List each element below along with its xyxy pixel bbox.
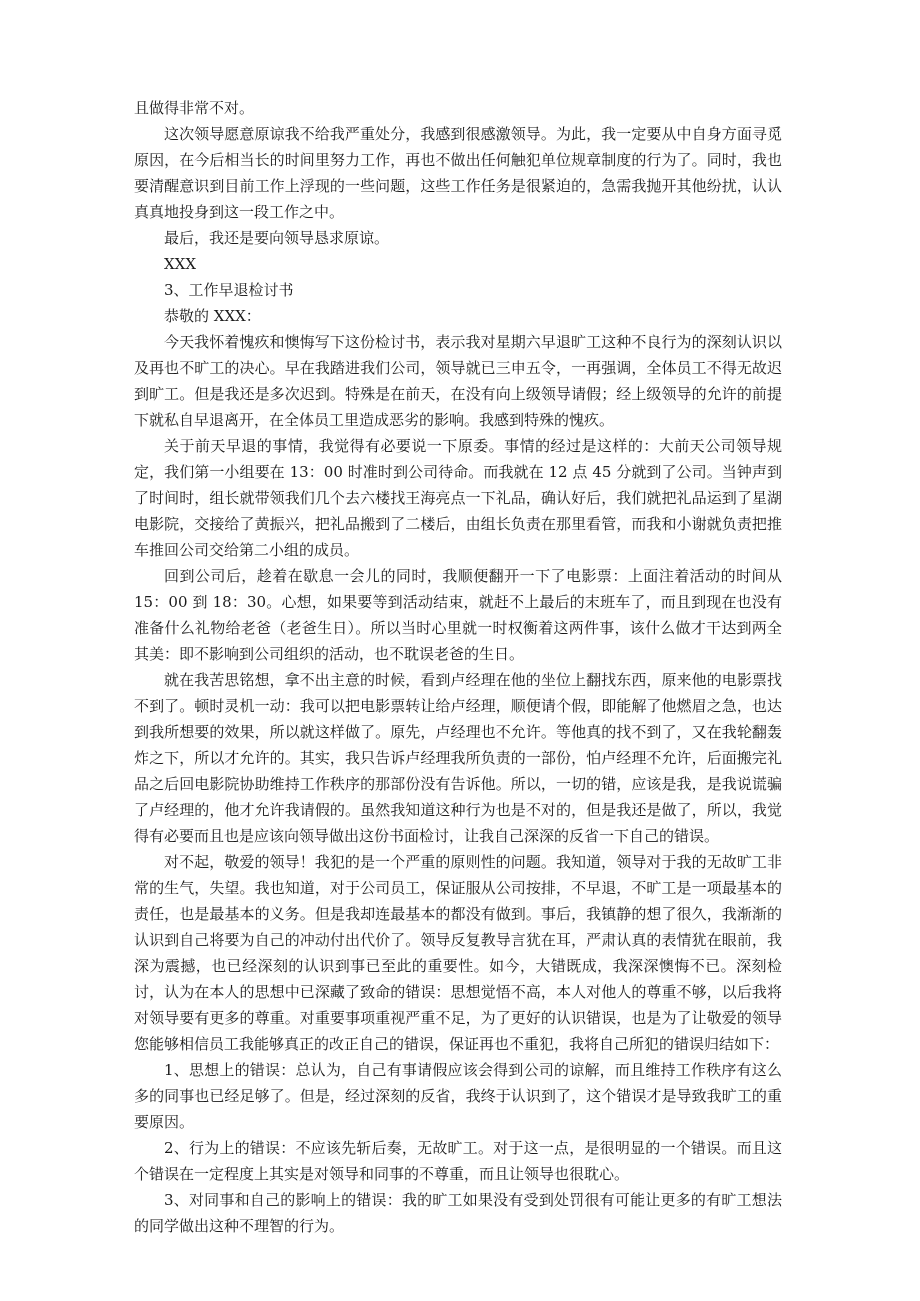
document-body <box>134 95 782 1239</box>
paragraph: 且做得非常不对。 <box>134 99 255 117</box>
paragraph: 这次领导愿意原谅我不给我严重处分，我感到很感激领导。为此，我一定要从中自身方面寻觅原因，在今后相当长的时间里努力工作，再也不做出任何触犯单位规章制度的行为了。同时，我也要清醒意识到目前工作上浮现的一些问题，这些工作任务是很紧迫的，急需我抛开其他纷扰，认认真真地投身到这一段工作之中。 <box>134 125 782 221</box>
list-item: 3、对同事和自己的影响上的错误：我的旷工如果没有受到处罚很有可能让更多的有旷工想法的同学做出这种不理智的行为。 <box>134 1191 782 1235</box>
paragraph: 回到公司后，趁着在歇息一会儿的同时，我顺便翻开一下了电影票：上面注着活动的时间从 15：00 到 18：30。心想，如果要等到活动结束，就赶不上最后的末班车了，而且到现在也没有准备什么礼物给老爸（老爸生日）。所以当时心里就一时权衡着这两件事，该什么做才干达到两全其美：即不影响到公司组织的活动，也不耽误老爸的生日。 <box>134 567 782 663</box>
list-item: 2、行为上的错误：不应该先斩后奏，无故旷工。对于这一点，是很明显的一个错误。而且这个错误在一定程度上其实是对领导和同事的不尊重，而且让领导也很耽心。 <box>134 1139 782 1183</box>
paragraph: 就在我苦思铭想，拿不出主意的时候，看到卢经理在他的坐位上翻找东西，原来他的电影票找不到了。顿时灵机一动：我可以把电影票转让给卢经理，顺便请个假，即能解了他燃眉之急，也达到我所想要的效果，所以就这样做了。原先，卢经理也不允许。等他真的找不到了，又在我轮翻轰炸之下，所以才允许的。其实，我只告诉卢经理我所负责的一部份，怕卢经理不允许，后面搬完礼品之后回电影院协助维持工作秩序的那部份没有告诉他。所以，一切的错，应该是我，是我说谎骗了卢经理的，他才允许我请假的。虽然我知道这种行为也是不对的，但是我还是做了，所以，我觉得有必要而且也是应该向领导做出这份书面检讨，让我自己深深的反省一下自己的错误。 <box>134 671 782 845</box>
paragraph: 最后，我还是要向领导恳求原谅。 <box>164 229 390 247</box>
signature-line: XXX <box>164 255 197 273</box>
list-item: 1、思想上的错误：总认为，自己有事请假应该会得到公司的谅解，而且维持工作秩序有这么多的同事也已经足够了。但是，经过深刻的反省，我终于认识到了，这个错误才是导致我旷工的重要原因。 <box>134 1061 782 1131</box>
paragraph: 对不起，敬爱的领导！我犯的是一个严重的原则性的问题。我知道，领导对于我的无故旷工非常的生气，失望。我也知道，对于公司员工，保证服从公司按排，不早退，不旷工是一项最基本的责任，也是最基本的义务。但是我却连最基本的都没有做到。事后，我镇静的想了很久，我渐渐的认识到自己将要为自己的冲动付出代价了。领导反复教导言犹在耳，严肃认真的表情犹在眼前，我深为震撼，也已经深刻的认识到事已至此的重要性。如今，大错既成，我深深懊悔不已。深刻检讨，认为在本人的思想中已深藏了致命的错误：思想觉悟不高，本人对他人的尊重不够，以后我将对领导要有更多的尊重。对重要事项重视严重不足，为了更好的认识错误，也是为了让敬爱的领导您能够相信员工我能够真正的改正自己的错误，保证再也不重犯，我将自己所犯的错误归结如下： <box>134 853 782 1053</box>
section-heading: 3、工作早退检讨书 <box>164 281 294 299</box>
paragraph: 关于前天早退的事情，我觉得有必要说一下原委。事情的经过是这样的：大前天公司领导规定，我们第一小组要在 13：00 时准时到公司待命。而我就在 12 点 45 分就到了公司。当钟声到了时间时，组长就带领我们几个去六楼找王海亮点一下礼品，确认好后，我们就把礼品运到了星湖电影院，交接给了黄振兴，把礼品搬到了二楼后，由组长负责在那里看管，而我和小谢就负责把推车推回公司交给第二小组的成员。 <box>134 437 782 559</box>
salutation: 恭敬的 XXX： <box>164 307 261 325</box>
paragraph: 今天我怀着愧疚和懊悔写下这份检讨书，表示我对星期六早退旷工这种不良行为的深刻认识以及再也不旷工的决心。早在我踏进我们公司，领导就已三申五令，一再强调，全体员工不得无故迟到旷工。但是我还是多次迟到。特殊是在前天，在没有向上级领导请假；经上级领导的允许的前提下就私自早退离开，在全体员工里造成恶劣的影响。我感到特殊的愧疚。 <box>134 333 782 429</box>
